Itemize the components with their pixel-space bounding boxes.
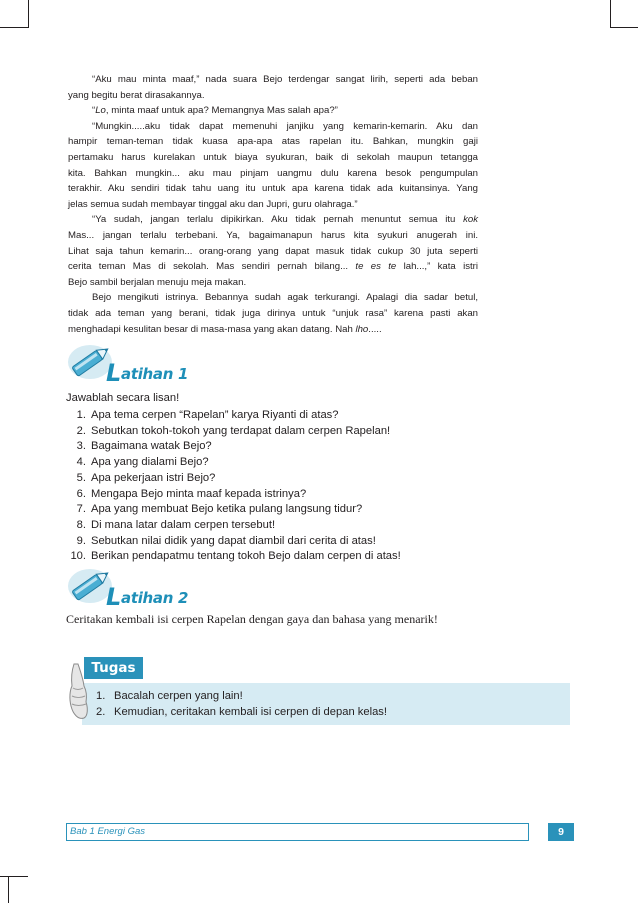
story-line: “Lo, minta maaf untuk apa? Memangnya Mas salah apa?” xyxy=(92,105,338,117)
question-item xyxy=(66,518,401,534)
story-line: “Mungkin.....aku tidak dapat memenuhi janjiku yang kemarin-kemarin. Aku dan xyxy=(92,120,478,132)
question-number: 10. xyxy=(70,550,86,563)
question-item xyxy=(66,534,401,550)
question-number: 5. xyxy=(76,471,86,484)
question-item xyxy=(66,455,401,471)
story-line: hampir teman-teman tidak kuasa apa-apa atas rapelan itu. Bahkan, mungkin gaji xyxy=(68,136,478,148)
story-line: jelas semua sudah membayar tinggal aku dan Jupri, guru olahraga.” xyxy=(68,198,358,210)
tugas-item xyxy=(96,704,387,720)
question-item xyxy=(66,439,401,455)
question-text: Di mana latar dalam cerpen tersebut! xyxy=(91,518,276,531)
question-number: 4. xyxy=(76,456,86,469)
question-text: Apa yang dialami Bejo? xyxy=(91,456,209,469)
question-number: 2. xyxy=(76,424,86,437)
story-line: tidak ada teman yang berani, tidak juga dirinya untuk “unjuk rasa” karena pasti akan xyxy=(68,307,478,319)
question-number: 6. xyxy=(76,487,86,500)
latihan-1-questions xyxy=(66,408,401,565)
question-number: 8. xyxy=(76,518,86,531)
question-text: Apa pekerjaan istri Bejo? xyxy=(91,471,216,484)
tugas-text: Kemudian, ceritakan kembali isi cerpen di depan kelas! xyxy=(114,706,388,718)
question-item xyxy=(66,408,401,424)
story-text xyxy=(68,72,478,337)
tugas-item xyxy=(96,688,387,704)
latihan-1-title: Latihan 1 xyxy=(106,359,189,387)
tugas-number: 1. xyxy=(96,690,106,702)
tugas-label: Tugas xyxy=(84,657,143,679)
story-line: Bejo mengikuti istrinya. Bebannya sudah agak terkurangi. Apalagi dia sadar betul, xyxy=(92,292,478,304)
story-line: menghadapi kesulitan besar di masa-masa yang akan datang. Nah lho..... xyxy=(68,323,382,335)
story-line: “Ya sudah, jangan terlalu dipikirkan. Aku tidak pernah menuntut semua itu kok xyxy=(92,214,478,226)
question-number: 3. xyxy=(76,440,86,453)
question-text: Sebutkan nilai didik yang dapat diambil dari cerita di atas! xyxy=(91,534,376,547)
latihan-2-title: Latihan 2 xyxy=(106,583,189,611)
latihan-2-instruction: Ceritakan kembali isi cerpen Rapelan dengan gaya dan bahasa yang menarik! xyxy=(66,612,438,626)
story-italic: Lo xyxy=(95,105,106,117)
latihan-2-heading xyxy=(66,562,206,611)
latihan-1-instruction: Jawablah secara lisan! xyxy=(66,392,180,404)
story-line: kita. Bahkan mungkin... aku mau pinjam uangmu dulu karena besok pengumpulan xyxy=(68,167,478,179)
tugas-number: 2. xyxy=(96,706,106,718)
latihan-1-heading xyxy=(66,338,206,387)
question-number: 1. xyxy=(76,409,86,421)
question-item xyxy=(66,502,401,518)
question-text: Apa tema cerpen “Rapelan” karya Riyanti di atas? xyxy=(91,409,339,421)
question-text: Mengapa Bejo minta maaf kepada istrinya? xyxy=(91,487,307,500)
tugas-list xyxy=(96,688,387,720)
story-line: Mas... jangan terlalu terbebani. Ya, bagaimanapun harus kita syukuri anugerah ini. xyxy=(68,229,478,241)
tugas-text: Bacalah cerpen yang lain! xyxy=(114,690,243,702)
page-number: 9 xyxy=(548,823,574,841)
question-text: Apa yang membuat Bejo ketika pulang langsung tidur? xyxy=(91,503,363,516)
story-line: cerita teman Mas di sekolah. Mas sendiri pernah bilang... te es te lah...,” kata istri xyxy=(68,261,479,273)
question-item xyxy=(66,424,401,440)
story-line: pertamaku harus kurelakan untuk biaya syukuran, baik di sekolah maupun tetangga xyxy=(68,151,478,163)
question-item xyxy=(66,471,401,487)
question-number: 7. xyxy=(76,503,86,516)
story-line: terakhir. Aku sendiri tidak tahu uang itu untuk apa karena tidak ada kuitansinya. Yang xyxy=(68,183,478,195)
question-text: Bagaimana watak Bejo? xyxy=(91,440,212,453)
story-line: Lihat saja tahun kemarin... orang-orang yang dapat masuk tidak cukup 30 juta seperti xyxy=(68,245,478,257)
question-number: 9. xyxy=(76,534,86,547)
story-line: “Aku mau minta maaf,” nada suara Bejo terdengar sangat lirih, seperti ada beban xyxy=(92,74,478,85)
question-item xyxy=(66,487,401,503)
chapter-label: Bab 1 Energi Gas xyxy=(70,826,145,837)
question-text: Berikan pendapatmu tentang tokoh Bejo dalam cerpen di atas! xyxy=(91,550,401,563)
question-text: Sebutkan tokoh-tokoh yang terdapat dalam cerpen Rapelan! xyxy=(91,424,391,437)
story-line: Bejo sambil berjalan menuju meja makan. xyxy=(68,276,247,288)
story-line: yang begitu berat dirasakannya. xyxy=(68,89,205,101)
